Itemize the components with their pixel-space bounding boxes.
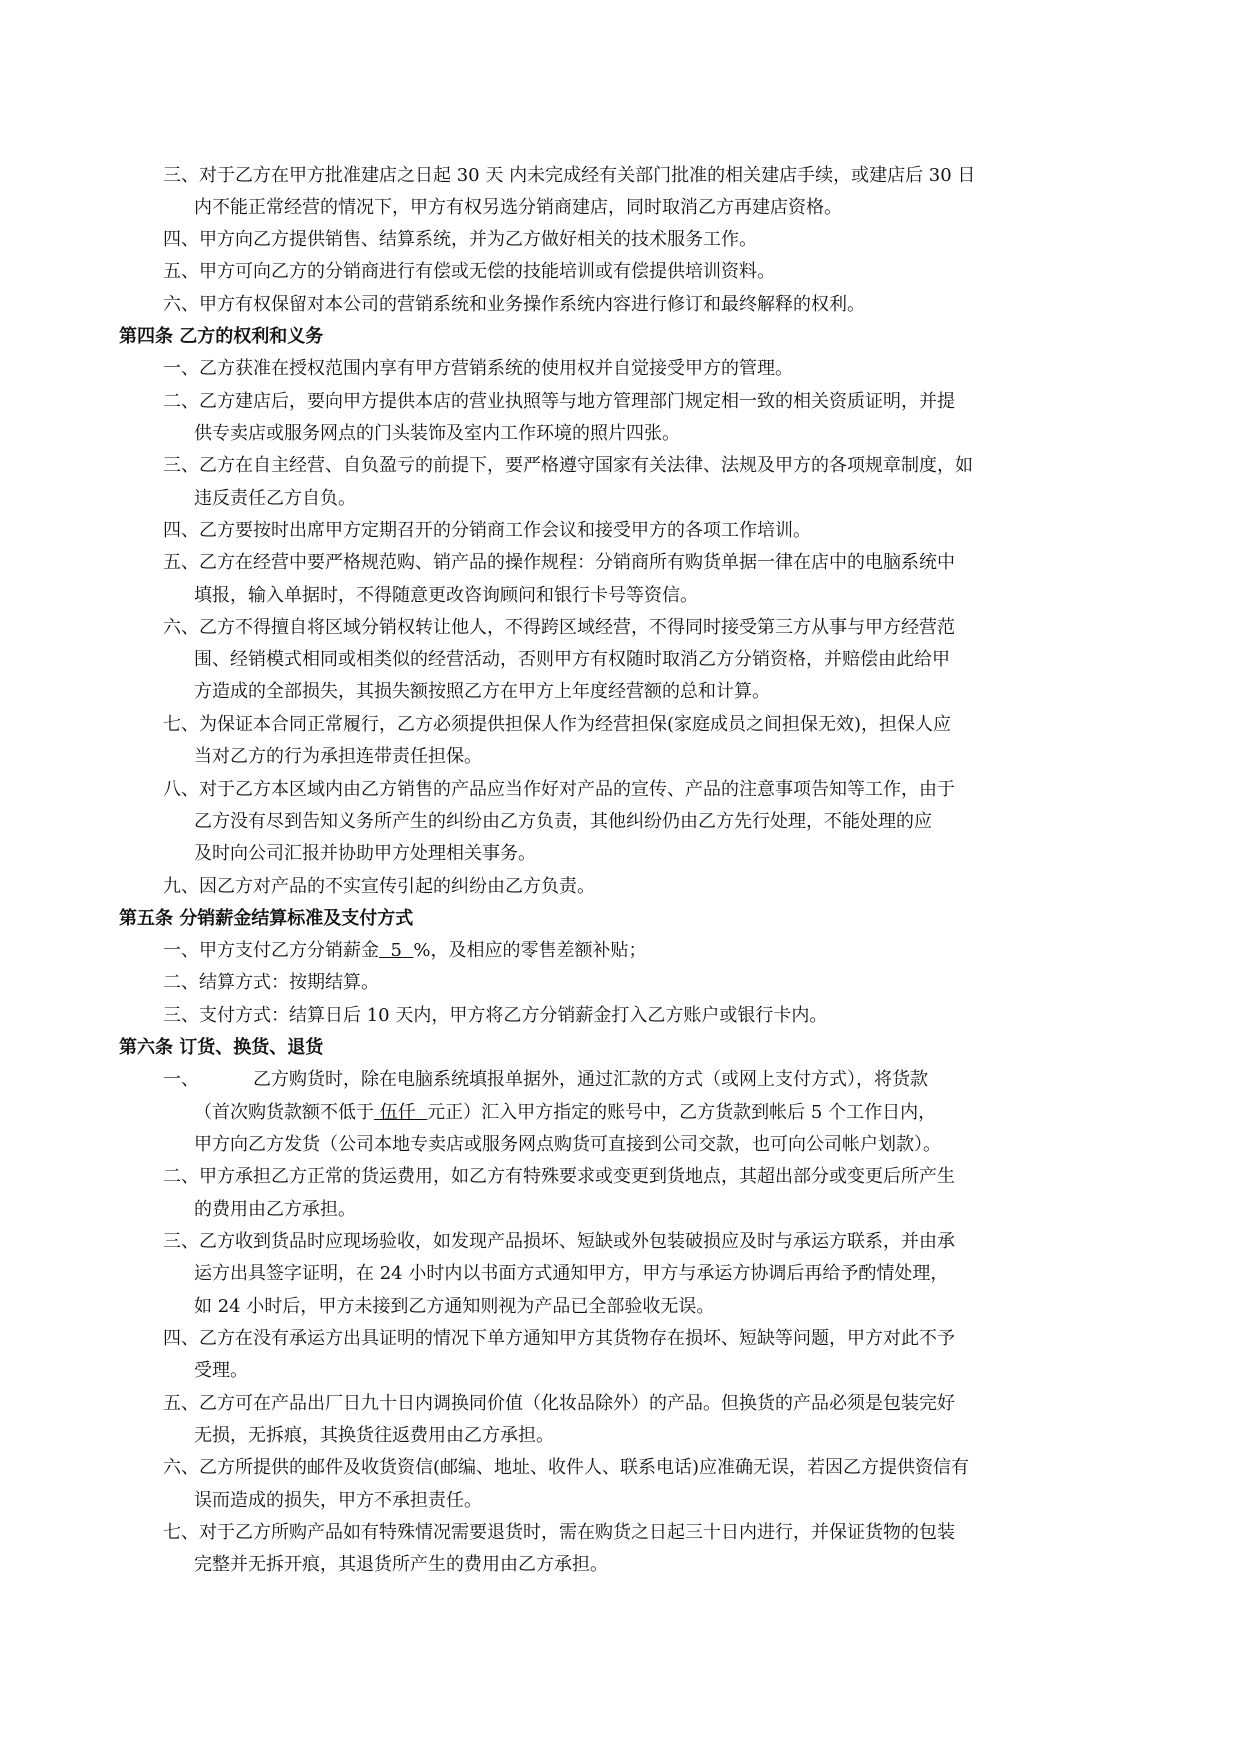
- text-line: 二、乙方建店后，要向甲方提供本店的营业执照等与地方管理部门规定相一致的相关资质证明，并提: [163, 391, 955, 412]
- section-heading-6: 第六条 订货、换货、退货: [119, 1037, 324, 1058]
- text-line: 四、甲方向乙方提供销售、结算系统，并为乙方做好相关的技术服务工作。: [163, 229, 757, 250]
- text-line: 受理。: [194, 1360, 248, 1381]
- text-line: 误而造成的损失，甲方不承担责任。: [194, 1490, 482, 1511]
- section-heading-4: 第四条 乙方的权利和义务: [119, 326, 324, 347]
- text-line: 方造成的全部损失，其损失额按照乙方在甲方上年度经营额的总和计算。: [194, 681, 770, 702]
- text-line: 无损，无拆痕，其换货往返费用由乙方承担。: [194, 1425, 554, 1446]
- text-line: 当对乙方的行为承担连带责任担保。: [194, 746, 482, 767]
- text-line: 填报，输入单据时，不得随意更改咨询顾问和银行卡号等资信。: [194, 585, 698, 606]
- fill-blank-amount: 伍仟: [374, 1102, 428, 1123]
- text-line: 三、乙方在自主经营、自负盈亏的前提下，要严格遵守国家有关法律、法规及甲方的各项规章制度，如: [163, 455, 973, 476]
- text-line: 乙方没有尽到告知义务所产生的纠纷由乙方负责，其他纠纷仍由乙方先行处理，不能处理的应: [194, 811, 932, 832]
- text-line: 三、乙方收到货品时应现场验收，如发现产品损坏、短缺或外包装破损应及时与承运方联系，并由承: [163, 1231, 955, 1252]
- text-line: 乙方购货时，除在电脑系统填报单据外，通过汇款的方式（或网上支付方式），将货款: [253, 1069, 928, 1090]
- section-heading-5: 第五条 分销薪金结算标准及支付方式: [119, 908, 414, 929]
- text-line: [194, 1101, 936, 1125]
- text-line: 如 24 小时后，甲方未接到乙方通知则视为产品已全部验收无误。: [194, 1296, 715, 1317]
- text-segment: %，及相应的零售差额补贴；: [413, 940, 647, 961]
- text-line: 七、对于乙方所购产品如有特殊情况需要退货时，需在购货之日起三十日内进行，并保证货物的包装: [163, 1522, 955, 1543]
- text-line: 违反责任乙方自负。: [194, 488, 356, 509]
- item-number: 一、: [163, 1069, 199, 1090]
- text-line: 五、乙方在经营中要严格规范购、销产品的操作规程：分销商所有购货单据一律在店中的电脑系统中: [163, 552, 955, 573]
- text-line: 六、甲方有权保留对本公司的营销系统和业务操作系统内容进行修订和最终解释的权利。: [163, 294, 865, 315]
- text-segment: 一、甲方支付乙方分销薪金: [163, 940, 379, 961]
- text-line: 甲方向乙方发货（公司本地专卖店或服务网点购货可直接到公司交款，也可向公司帐户划款）。: [194, 1134, 941, 1155]
- text-line: 内不能正常经营的情况下，甲方有权另选分销商建店，同时取消乙方再建店资格。: [194, 197, 842, 218]
- text-line: 六、乙方所提供的邮件及收货资信(邮编、地址、收件人、联系电话)应准确无误，若因乙方提供资信有: [163, 1457, 970, 1478]
- text-line: 六、乙方不得擅自将区域分销权转让他人，不得跨区域经营，不得同时接受第三方从事与甲方经营范: [163, 617, 955, 638]
- text-line: 五、甲方可向乙方的分销商进行有偿或无偿的技能培训或有偿提供培训资料。: [163, 261, 775, 282]
- text-line: [163, 939, 646, 963]
- text-line: 七、为保证本合同正常履行，乙方必须提供担保人作为经营担保(家庭成员之间担保无效)，担保人应: [163, 714, 952, 735]
- text-segment: （首次购货款额不低于: [194, 1102, 374, 1123]
- text-line: 及时向公司汇报并协助甲方处理相关事务。: [194, 843, 536, 864]
- text-line: 围、经销模式相同或相类似的经营活动，否则甲方有权随时取消乙方分销资格，并赔偿由此给甲: [194, 649, 950, 670]
- text-line: 完整并无拆开痕，其退货所产生的费用由乙方承担。: [194, 1554, 608, 1575]
- text-line: 运方出具签字证明，在 24 小时内以书面方式通知甲方，甲方与承运方协调后再给予酌情处理，: [194, 1263, 949, 1284]
- text-line: 二、甲方承担乙方正常的货运费用，如乙方有特殊要求或变更到货地点，其超出部分或变更后所产生: [163, 1166, 955, 1187]
- fill-blank-rate: 5: [379, 940, 414, 961]
- text-line: 四、乙方要按时出席甲方定期召开的分销商工作会议和接受甲方的各项工作培训。: [163, 520, 811, 541]
- text-line: 五、乙方可在产品出厂日九十日内调换同价值（化妆品除外）的产品。但换货的产品必须是包装完好: [163, 1393, 955, 1414]
- text-line: 供专卖店或服务网点的门头装饰及室内工作环境的照片四张。: [194, 423, 680, 444]
- text-line: 的费用由乙方承担。: [194, 1199, 356, 1220]
- text-line: 二、结算方式：按期结算。: [163, 972, 379, 993]
- text-line: 四、乙方在没有承运方出具证明的情况下单方通知甲方其货物存在损坏、短缺等问题，甲方对此不予: [163, 1328, 955, 1349]
- text-line: 九、因乙方对产品的不实宣传引起的纠纷由乙方负责。: [163, 876, 595, 897]
- text-line: 八、对于乙方本区域内由乙方销售的产品应当作好对产品的宣传、产品的注意事项告知等工作，由于: [163, 779, 955, 800]
- text-line: 三、对于乙方在甲方批准建店之日起 30 天 内未完成经有关部门批准的相关建店手续，或建店后 30 日: [163, 165, 976, 186]
- text-line: 一、乙方获准在授权范围内享有甲方营销系统的使用权并自觉接受甲方的管理。: [163, 358, 793, 379]
- text-line: 三、支付方式：结算日后 10 天内，甲方将乙方分销薪金打入乙方账户或银行卡内。: [163, 1005, 828, 1026]
- text-segment: 元正）汇入甲方指定的账号中，乙方货款到帐后 5 个工作日内，: [427, 1102, 937, 1123]
